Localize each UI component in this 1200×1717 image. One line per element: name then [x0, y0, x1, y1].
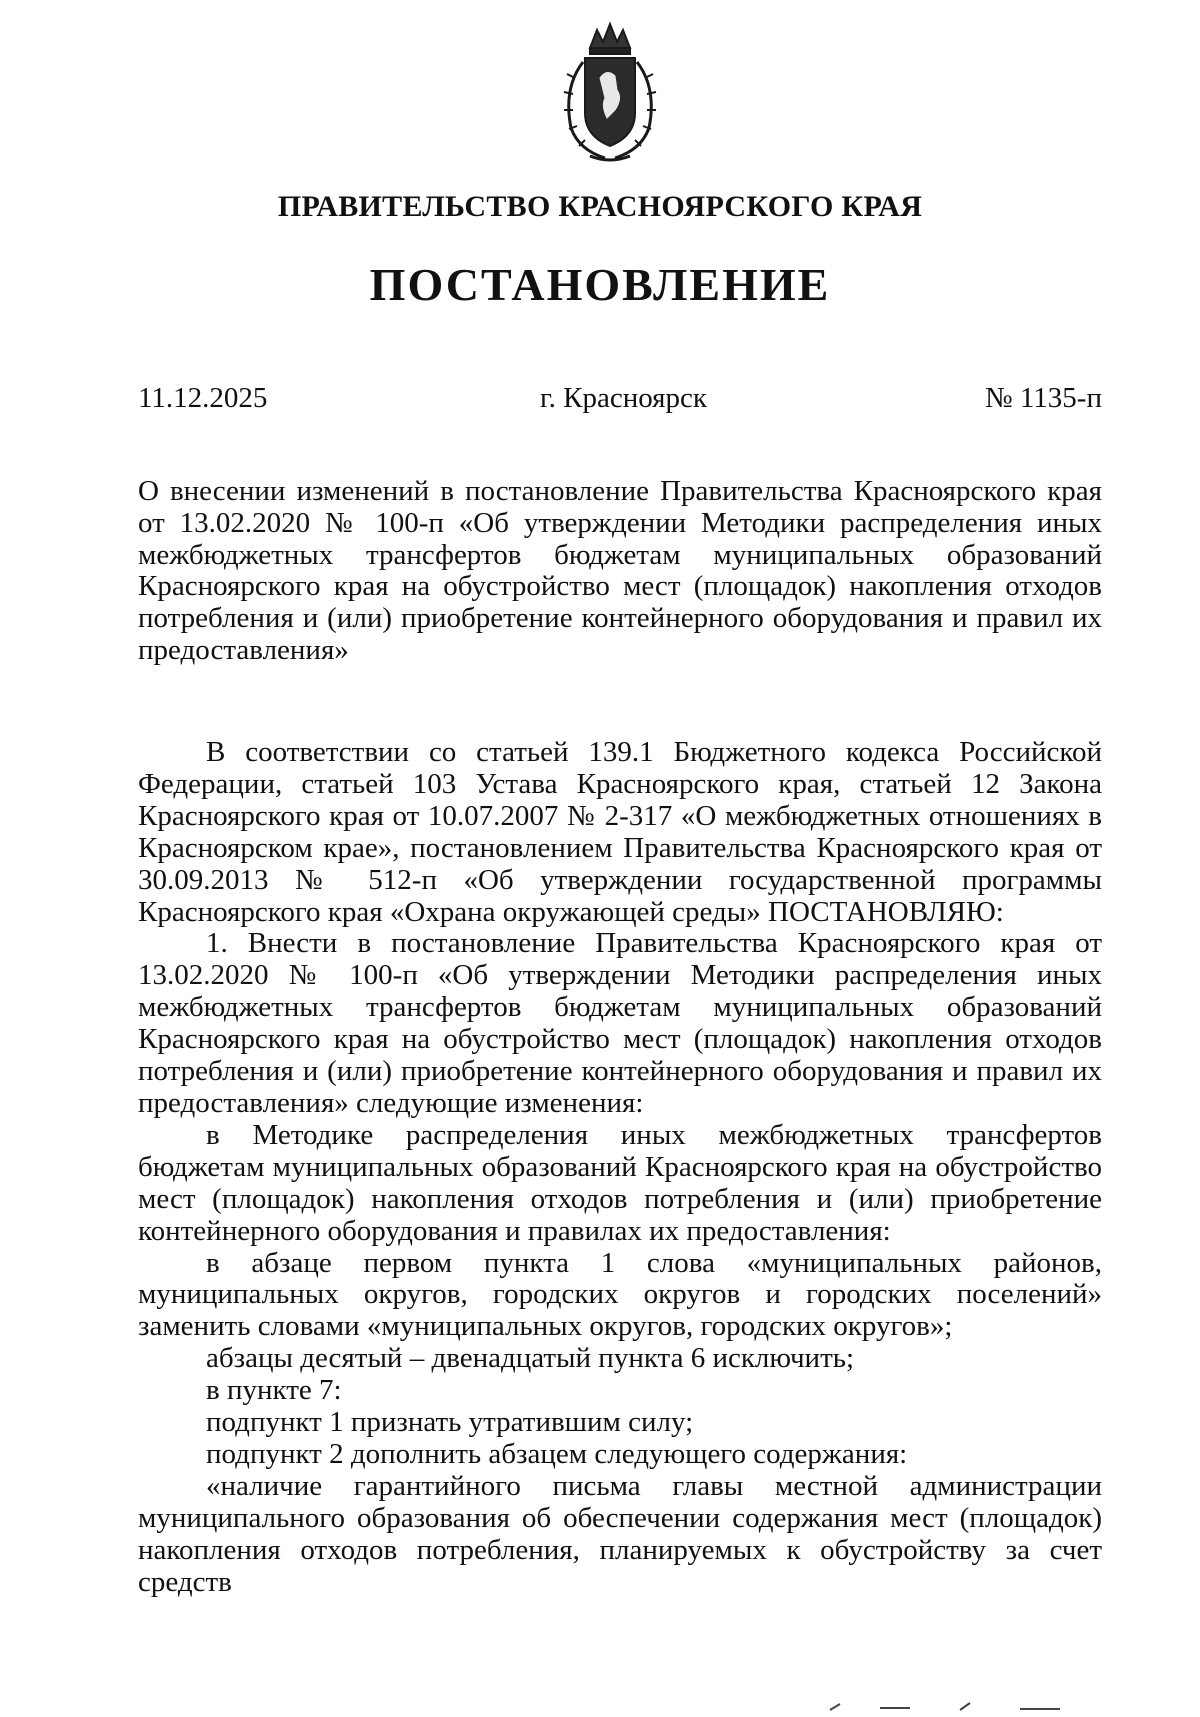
document-body	[138, 737, 1102, 1598]
signature-marks	[820, 1700, 1100, 1712]
body-paragraph: «наличие гарантийного письма главы местной администрации муниципального образования об обеспечении содержания мест (площадок) накопления отходов потребления, планируемых к обустройству за счет средств	[138, 1469, 1102, 1598]
document-city: г. Красноярск	[540, 382, 707, 414]
document-number: № 1135-п	[984, 382, 1102, 414]
body-paragraph: подпункт 2 дополнить абзацем следующего содержания:	[206, 1437, 908, 1470]
body-paragraph: в Методике распределения иных межбюджетных трансфертов бюджетам муниципальных образований Красноярского края на обустройство мест (площадок) накопления отходов потребления и (или) приобретение контейнерного оборудования и правилах их предоставления:	[138, 1118, 1102, 1247]
body-paragraph: в абзаце первом пункта 1 слова «муниципальных районов, муниципальных округов, городских округов и городских поселений» заменить словами «муниципальных округов, городских округов»;	[138, 1246, 1102, 1343]
body-paragraph: 1. Внести в постановление Правительства Красноярского края от 13.02.2020 № 100-п «Об утверждении Методики распределения иных межбюджетных трансфертов бюджетам муниципальных образований Красноярского края на обустройство мест (площадок) накопления отходов потребления и (или) приобретение контейнерного оборудования и правил их предоставления» следующие изменения:	[138, 927, 1102, 1119]
document-subject: О внесении изменений в постановление Правительства Красноярского края от 13.02.2020 № 100-п «Об утверждении Методики распределения иных межбюджетных трансфертов бюджетам муниципальных образований Красноярского края на обустройство мест (площадок) накопления отходов потребления и (или) приобретение контейнерного оборудования и правил их предоставления»	[138, 475, 1102, 666]
body-paragraph: абзацы десятый – двенадцатый пункта 6 исключить;	[206, 1342, 855, 1375]
document-type-title: ПОСТАНОВЛЕНИЕ	[369, 259, 831, 310]
organization-title: ПРАВИТЕЛЬСТВО КРАСНОЯРСКОГО КРАЯ	[277, 190, 923, 223]
document-date: 11.12.2025	[138, 382, 268, 414]
body-paragraph: В соответствии со статьей 139.1 Бюджетного кодекса Российской Федерации, статьей 103 Устава Красноярского края, статьей 12 Закона Красноярского края от 10.07.2007 № 2-317 «О межбюджетных отношениях в Красноярском крае», постановлением Правительства Красноярского края от 30.09.2013 № 512-п «Об утверждении государственной программы Красноярского края «Охрана окружающей среды» ПОСТАНОВЛЯЮ:	[138, 736, 1102, 928]
body-paragraph: подпункт 1 признать утратившим силу;	[206, 1406, 694, 1439]
coat-of-arms-icon	[545, 18, 675, 166]
body-paragraph: в пункте 7:	[206, 1374, 342, 1407]
